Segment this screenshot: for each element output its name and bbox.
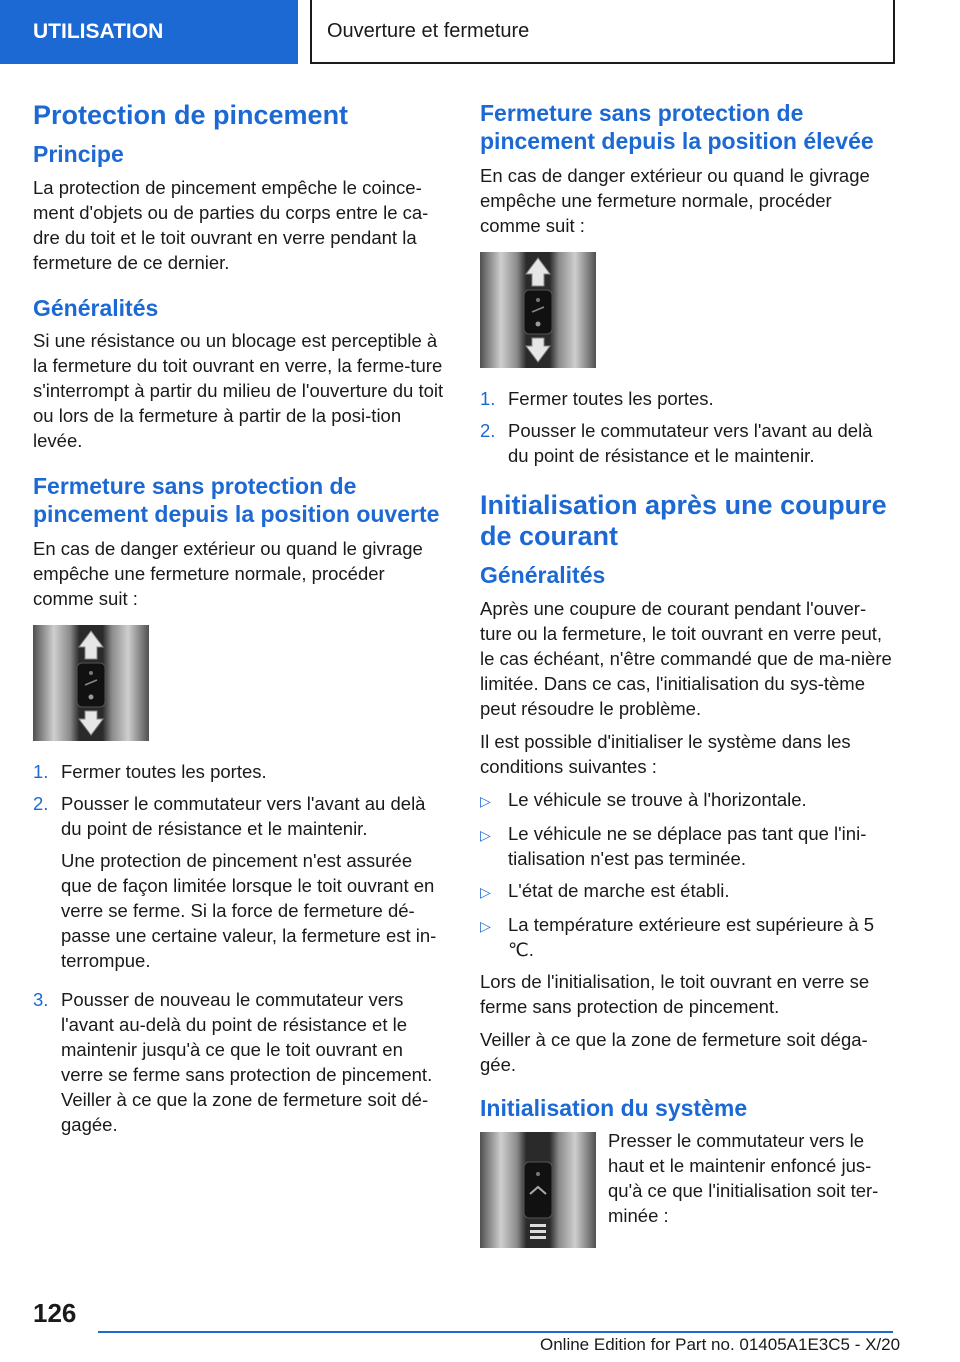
list-item: 3. Pousser de nouveau le commutateur vers l'avant au-delà du point de résistance et le maintenir jusqu'à ce que le toit ouvrant en verre se ferme sans protection de pincement. Veiller à ce que la zone de fermeture soit dé-gagée.	[33, 989, 433, 1136]
conditions-list	[480, 787, 896, 962]
list-item: 1. Fermer toutes les portes.	[33, 761, 267, 783]
left-column	[33, 100, 448, 1151]
text-fermeture-elevee: En cas de danger extérieur ou quand le givrage empêche une fermeture normale, procéder comme suit :	[480, 165, 870, 237]
triangle-bullet-icon: ▷	[480, 883, 491, 900]
list-item: ▷ Le véhicule ne se déplace pas tant que l'ini-tialisation n'est pas terminée.	[480, 822, 867, 869]
list-item: 1. Fermer toutes les portes.	[480, 388, 714, 410]
heading-init-systeme: Initialisation du système	[480, 1094, 748, 1121]
text-init-warning: Veiller à ce que la zone de fermeture soit déga-gée.	[480, 1028, 868, 1075]
heading-fermeture-ouverte: Fermeture sans protection de pincement depuis la position ouverte	[33, 473, 440, 527]
footer-divider	[98, 1331, 893, 1333]
heading-init-generalites: Généralités	[480, 562, 606, 589]
switch-forward-photo	[33, 625, 149, 741]
switch-up-photo	[480, 252, 596, 368]
init-systeme-row	[480, 1128, 896, 1266]
footer-edition: Online Edition for Part no. 01405A1E3C5 - X/20	[540, 1335, 901, 1354]
text-generalites: Si une résistance ou un blocage est perceptible à la fermeture du toit ouvrant en verre, la ferme-ture s'interrompt à partir du milieu de l'ouverture du toit ou lors de la fermeture à partir de la posi-tion levée.	[33, 330, 444, 452]
list-item: ▷ L'état de marche est établi.	[480, 878, 896, 905]
text-init-after: Lors de l'initialisation, le toit ouvrant en verre se ferme sans protection de pincement.	[480, 970, 870, 1017]
heading-generalites: Généralités	[33, 294, 159, 321]
steps-list-elevee	[480, 386, 896, 468]
heading-principe: Principe	[33, 141, 124, 168]
step-note: Une protection de pincement n'est assurée que de façon limitée lorsque le toit ouvrant en verre se ferme. Si la force de fermeture dé-passe une certaine valeur, la fermeture est in-terrompue.	[61, 850, 437, 972]
switch-hold-up-photo	[480, 1132, 596, 1248]
list-item: ▷ La température extérieure est supérieure à 5 ℃.	[480, 913, 875, 960]
list-item: 2. Pousser le commutateur vers l'avant au delà du point de résistance et le maintenir.	[480, 420, 873, 467]
text-init-conditions: Il est possible d'initialiser le système dans les conditions suivantes :	[480, 730, 851, 777]
section-heading-initialisation: Initialisation après une coupure de courant	[480, 490, 887, 552]
triangle-bullet-icon: ▷	[480, 917, 491, 934]
page-number: 126	[33, 1298, 77, 1328]
steps-list-ouverte	[33, 759, 448, 1137]
text-principe: La protection de pincement empêche le coince-ment d'objets ou de parties du corps entre le ca-dre du toit et le toit ouvrant en verre pendant la fermeture de ce dernier.	[33, 176, 429, 273]
triangle-bullet-icon: ▷	[480, 826, 491, 843]
chapter-title: Ouverture et fermeture	[310, 0, 895, 64]
heading-fermeture-elevee: Fermeture sans protection de pincement depuis la position élevée	[480, 100, 874, 154]
text-init-generalites: Après une coupure de courant pendant l'ouver-ture ou la fermeture, le toit ouvrant en verre peut, le cas échéant, n'être commandé que de ma-nière limitée. Dans ce cas, l'initialisation du sys-tème peut résoudre le problème.	[480, 597, 892, 719]
triangle-bullet-icon: ▷	[480, 792, 491, 809]
text-fermeture-ouverte: En cas de danger extérieur ou quand le givrage empêche une fermeture normale, procéder comme suit :	[33, 538, 423, 610]
right-column	[480, 100, 896, 1266]
list-item: 2. Pousser le commutateur vers l'avant au delà du point de résistance et le maintenir. Une protection de pincement n'est assurée que de façon limitée lorsque le toit ouvrant en verre se ferme. Si la force de fermeture dé-passe une certaine valeur, la fermeture est in-terrompue.	[33, 791, 448, 980]
list-item: ▷ Le véhicule se trouve à l'horizontale.	[480, 787, 896, 814]
text-init-systeme: Presser le commutateur vers le haut et le maintenir enfoncé jus-qu'à ce que l'initialisation soit ter-minée :	[608, 1130, 879, 1227]
section-heading-pincement: Protection de pincement	[33, 100, 349, 130]
section-tab: UTILISATION	[0, 0, 298, 64]
